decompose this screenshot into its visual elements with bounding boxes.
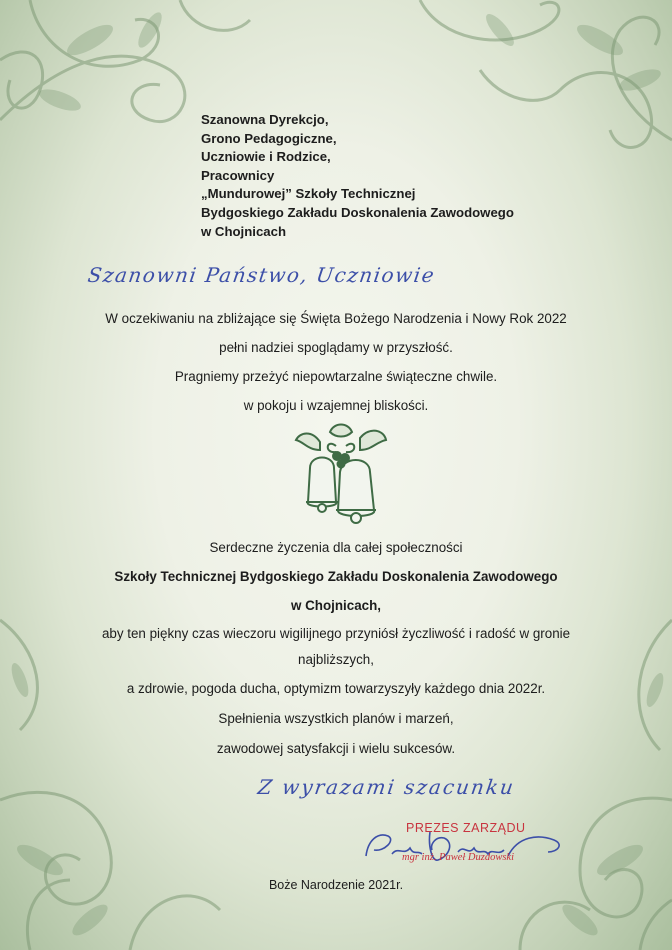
stamp-title: PREZES ZARZĄDU bbox=[406, 821, 526, 835]
address-line: Bydgoskiego Zakładu Doskonalenia Zawodowego bbox=[201, 204, 514, 220]
intro-line: pełni nadziei spoglądamy w przyszłość. bbox=[219, 340, 453, 355]
wishes-line: aby ten piękny czas wieczoru wigilijnego przyniósł życzliwość i radość w gronie bbox=[101, 626, 571, 641]
address-line: „Mundurowej” Szkoły Technicznej bbox=[201, 186, 416, 202]
wishes-line: zawodowej satysfakcji i wielu sukcesów. bbox=[216, 741, 456, 756]
handwritten-greeting: Szanowni Państwo, Uczniowie bbox=[86, 263, 437, 287]
stamp-name: mgr inż. Paweł Duzdowski bbox=[402, 852, 515, 863]
school-name: Szkoły Technicznej Bydgoskiego Zakładu Doskonalenia Zawodowego bbox=[114, 569, 558, 584]
wishes-line: Spełnienia wszystkich planów i marzeń, bbox=[218, 711, 454, 726]
letter-date: Boże Narodzenie 2021r. bbox=[268, 878, 404, 892]
intro-line: W oczekiwaniu na zbliżające się Święta Bożego Narodzenia i Nowy Rok 2022 bbox=[105, 311, 567, 326]
address-line: Grono Pedagogiczne, bbox=[201, 130, 337, 146]
address-line: Uczniowie i Rodzice, bbox=[201, 149, 331, 165]
address-line: Szanowna Dyrekcjo, bbox=[201, 112, 329, 127]
school-city: w Chojnicach, bbox=[290, 598, 382, 613]
address-block bbox=[201, 111, 514, 241]
address-line: w Chojnicach bbox=[201, 223, 286, 239]
wishes-line: Serdeczne życzenia dla całej społeczności bbox=[209, 540, 463, 555]
wishes-line: najbliższych, bbox=[298, 652, 374, 667]
intro-line: Pragniemy przeżyć niepowtarzalne świąteczne chwile. bbox=[174, 369, 498, 384]
christmas-bells-icon bbox=[290, 420, 392, 530]
intro-line: w pokoju i wzajemnej bliskości. bbox=[243, 398, 429, 413]
address-line: Pracownicy bbox=[201, 167, 275, 183]
wishes-line: a zdrowie, pogoda ducha, optymizm towarzyszyły każdego dnia 2022r. bbox=[126, 681, 546, 696]
handwritten-closing: Z wyrazami szacunku bbox=[256, 775, 517, 799]
